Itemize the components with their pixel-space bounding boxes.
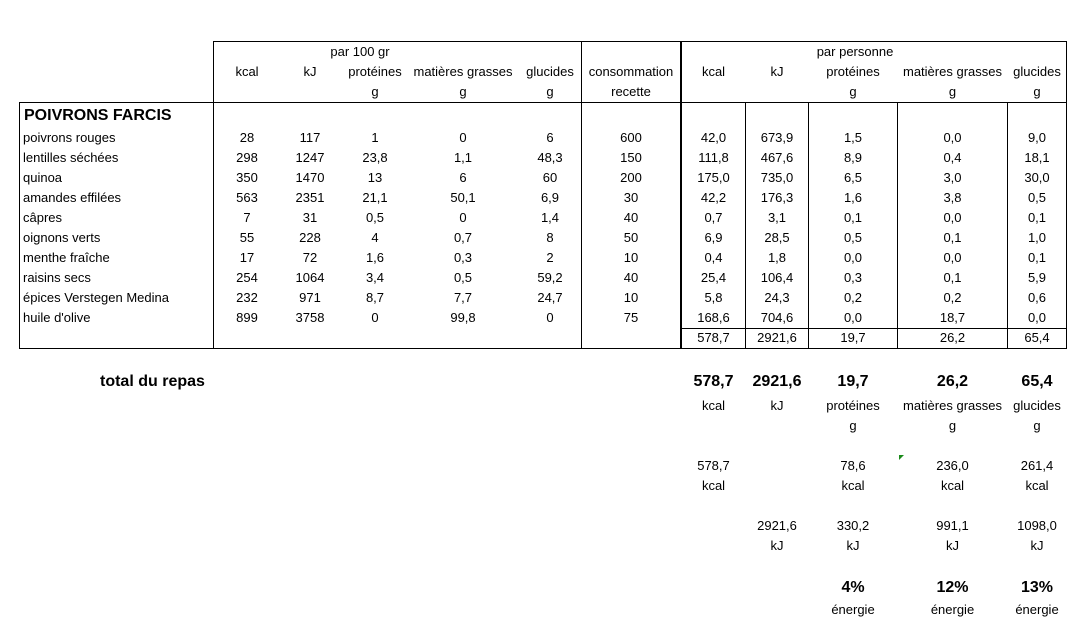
kj-row-unit: kJ <box>770 538 784 553</box>
cell-carbs-pp: 30,0 <box>1024 170 1050 185</box>
cell-proteins-pp: 8,9 <box>843 150 863 165</box>
cell-carbs-pp: 18,1 <box>1024 150 1050 165</box>
cell-fats-pp: 0,0 <box>943 130 962 145</box>
cell-consumption: 200 <box>620 170 642 185</box>
kj-row-value: 330,2 <box>836 518 870 533</box>
header-unit-g: g <box>546 84 554 99</box>
cell-consumption: 75 <box>623 310 639 325</box>
total-fats: 26,2 <box>939 330 966 345</box>
header-unit-g: g <box>459 84 467 99</box>
cell-kcal-pp: 0,7 <box>704 210 723 225</box>
ingredient-name: oignons verts <box>23 230 101 245</box>
header-kj-pp: kJ <box>770 64 784 79</box>
summary-fats: 26,2 <box>936 373 969 390</box>
cell-consumption: 40 <box>623 270 639 285</box>
cell-carbs-pp: 0,6 <box>1027 290 1047 305</box>
summary-label-kcal: kcal <box>701 398 726 413</box>
cell-consumption: 50 <box>623 230 639 245</box>
cell-proteins-100g: 21,1 <box>362 190 388 205</box>
kcal-row-unit: kcal <box>1025 478 1049 493</box>
cell-fats-100g: 0,3 <box>453 250 473 265</box>
kcal-row-value: 78,6 <box>840 458 866 473</box>
cell-fats-100g: 0 <box>459 130 467 145</box>
cell-fats-100g: 7,7 <box>453 290 473 305</box>
table-bottom-border <box>19 348 1066 349</box>
cell-carbs-100g: 1,4 <box>540 210 560 225</box>
cell-kj-100g: 72 <box>302 250 318 265</box>
cell-kcal-pp: 42,2 <box>700 190 727 205</box>
cell-kcal-pp: 111,8 <box>698 150 729 165</box>
cell-fats-100g: 0,5 <box>453 270 473 285</box>
cell-consumption: 10 <box>623 250 639 265</box>
cell-kcal-100g: 7 <box>243 210 251 225</box>
header-kcal-pp: kcal <box>701 64 726 79</box>
header-bottom-border <box>19 102 1066 103</box>
cell-kj-100g: 1064 <box>295 270 325 285</box>
summary-kj: 2921,6 <box>752 373 802 390</box>
header-recipe: recette <box>611 84 651 99</box>
cell-fats-100g: 50,1 <box>450 190 476 205</box>
header-proteins-pp: protéines <box>826 64 880 79</box>
cell-fats-pp: 0,0 <box>943 250 962 265</box>
cell-carbs-pp: 5,9 <box>1027 270 1047 285</box>
cell-kcal-100g: 232 <box>236 290 258 305</box>
kcal-row-value: 236,0 <box>936 458 969 473</box>
cell-kcal-100g: 28 <box>239 130 255 145</box>
header-kj: kJ <box>303 64 317 79</box>
cell-carbs-100g: 2 <box>546 250 554 265</box>
kj-row-value: 1098,0 <box>1017 518 1057 533</box>
cell-consumption: 600 <box>620 130 642 145</box>
cell-carbs-pp: 0,1 <box>1027 250 1047 265</box>
cell-proteins-pp: 0,0 <box>843 250 863 265</box>
header-carbs: glucides <box>526 64 574 79</box>
table-left-border <box>19 102 20 349</box>
cell-proteins-pp: 1,5 <box>843 130 863 145</box>
summary-kcal: 578,7 <box>693 373 734 390</box>
cell-proteins-100g: 0,5 <box>365 210 385 225</box>
total-kj: 2921,6 <box>757 330 797 345</box>
cell-kcal-100g: 17 <box>239 250 255 265</box>
cell-proteins-pp: 0,2 <box>843 290 863 305</box>
header-per100: par 100 gr <box>330 44 390 59</box>
kcal-row-value: 578,7 <box>697 458 730 473</box>
cell-proteins-100g: 13 <box>367 170 383 185</box>
cell-fats-100g: 6 <box>459 170 467 185</box>
energy-pct-fats: 12% <box>936 579 969 596</box>
cell-proteins-pp: 0,1 <box>843 210 863 225</box>
cell-fats-pp: 18,7 <box>939 310 966 325</box>
cell-kj-pp: 3,1 <box>767 210 787 225</box>
cell-kj-pp: 28,5 <box>764 230 790 245</box>
cell-kj-pp: 176,3 <box>760 190 794 205</box>
cell-carbs-pp: 1,0 <box>1027 230 1047 245</box>
cell-carbs-100g: 8 <box>546 230 554 245</box>
summary-unit-g: g <box>849 418 857 433</box>
kcal-row-unit: kcal <box>940 478 965 493</box>
energy-label: énergie <box>1015 602 1059 617</box>
ingredient-name: raisins secs <box>23 270 91 285</box>
cell-carbs-100g: 59,2 <box>537 270 563 285</box>
summary-unit-g: g <box>1033 418 1041 433</box>
cell-kj-pp: 704,6 <box>760 310 794 325</box>
cell-kcal-100g: 563 <box>236 190 258 205</box>
cell-proteins-pp: 0,5 <box>843 230 863 245</box>
header-fats-pp: matières grasses <box>903 64 1002 79</box>
energy-label: énergie <box>930 602 975 617</box>
cell-proteins-100g: 1 <box>371 130 379 145</box>
kj-row-unit: kJ <box>946 538 959 553</box>
header-unit-g: g <box>371 84 379 99</box>
ingredient-name: lentilles séchées <box>23 150 119 165</box>
total-carbs: 65,4 <box>1024 330 1050 345</box>
cell-carbs-pp: 0,5 <box>1027 190 1047 205</box>
summary-label-kj: kJ <box>770 398 784 413</box>
summary-proteins: 19,7 <box>837 373 869 390</box>
ingredient-name: quinoa <box>23 170 63 185</box>
cell-kcal-pp: 168,6 <box>697 310 730 325</box>
total-proteins: 19,7 <box>840 330 866 345</box>
cell-fats-pp: 0,1 <box>943 230 962 245</box>
ingredient-name: amandes effilées <box>23 190 122 205</box>
ingredient-name: poivrons rouges <box>23 130 116 145</box>
cell-kj-pp: 1,8 <box>767 250 787 265</box>
cell-kcal-100g: 350 <box>236 170 258 185</box>
cell-fats-pp: 3,0 <box>943 170 962 185</box>
kj-row-unit: kJ <box>846 538 860 553</box>
cell-kj-100g: 2351 <box>295 190 325 205</box>
header-fats: matières grasses <box>413 64 513 79</box>
cell-kcal-100g: 298 <box>236 150 258 165</box>
cell-kcal-100g: 254 <box>236 270 258 285</box>
cell-carbs-pp: 9,0 <box>1027 130 1047 145</box>
cell-kcal-100g: 55 <box>239 230 255 245</box>
energy-pct-carbs: 13% <box>1020 579 1054 596</box>
cell-carbs-100g: 48,3 <box>537 150 563 165</box>
cell-carbs-100g: 6,9 <box>540 190 560 205</box>
cell-kcal-pp: 175,0 <box>697 170 730 185</box>
cell-consumption: 30 <box>623 190 639 205</box>
kj-row-unit: kJ <box>1030 538 1044 553</box>
cell-proteins-pp: 0,0 <box>843 310 863 325</box>
ingredient-name: huile d'olive <box>23 310 91 325</box>
summary-label-fats: matières grasses <box>903 398 1002 413</box>
header-unit-g: g <box>1033 84 1041 99</box>
cell-carbs-pp: 0,1 <box>1027 210 1047 225</box>
cell-proteins-100g: 4 <box>371 230 379 245</box>
ingredient-name: câpres <box>23 210 63 225</box>
recipe-title: POIVRONS FARCIS <box>24 107 172 124</box>
cell-kcal-pp: 25,4 <box>700 270 727 285</box>
cell-proteins-100g: 23,8 <box>362 150 388 165</box>
ingredient-name: épices Verstegen Medina <box>23 290 169 305</box>
header-perperson: par personne <box>816 44 894 59</box>
kcal-row-unit: kcal <box>701 478 726 493</box>
summary-label-proteins: protéines <box>826 398 880 413</box>
ingredient-name: menthe fraîche <box>23 250 110 265</box>
cell-kj-100g: 1470 <box>295 170 325 185</box>
energy-pct-proteins: 4% <box>841 579 865 596</box>
cell-kj-100g: 117 <box>299 130 321 145</box>
cell-kj-100g: 31 <box>302 210 318 225</box>
summary-label: total du repas <box>100 373 205 390</box>
cell-fats-pp: 0,1 <box>943 270 962 285</box>
cell-kj-pp: 735,0 <box>760 170 794 185</box>
cell-carbs-100g: 60 <box>542 170 558 185</box>
cell-fats-pp: 0,2 <box>943 290 962 305</box>
cell-kj-100g: 1247 <box>295 150 325 165</box>
cell-carbs-100g: 24,7 <box>537 290 563 305</box>
kcal-row-unit: kcal <box>841 478 865 493</box>
header-proteins: protéines <box>348 64 402 79</box>
cell-kj-pp: 467,6 <box>760 150 794 165</box>
cell-proteins-100g: 3,4 <box>365 270 385 285</box>
cell-kcal-pp: 6,9 <box>704 230 723 245</box>
header-consumption: consommation <box>588 64 674 79</box>
cell-fats-100g: 1,1 <box>453 150 473 165</box>
cell-fats-pp: 0,0 <box>943 210 962 225</box>
summary-carbs: 65,4 <box>1021 373 1053 390</box>
header-kcal: kcal <box>235 64 259 79</box>
cell-consumption: 40 <box>623 210 639 225</box>
table-right-border <box>1066 41 1067 349</box>
kj-row-value: 2921,6 <box>757 518 797 533</box>
cell-kj-100g: 228 <box>299 230 321 245</box>
cell-fats-pp: 3,8 <box>943 190 962 205</box>
cell-fats-pp: 0,4 <box>943 150 962 165</box>
header-unit-g: g <box>948 84 957 99</box>
cell-proteins-100g: 0 <box>371 310 379 325</box>
cell-kj-pp: 106,4 <box>760 270 794 285</box>
cell-kj-100g: 3758 <box>295 310 325 325</box>
cell-fats-100g: 0,7 <box>453 230 473 245</box>
cell-carbs-100g: 6 <box>546 130 554 145</box>
cell-proteins-pp: 0,3 <box>843 270 863 285</box>
cell-kcal-pp: 5,8 <box>704 290 723 305</box>
cell-kcal-pp: 0,4 <box>704 250 723 265</box>
cell-kj-pp: 673,9 <box>760 130 794 145</box>
col-divider-ingredient <box>213 41 214 349</box>
cell-carbs-100g: 0 <box>546 310 554 325</box>
summary-unit-g: g <box>948 418 957 433</box>
cell-fats-100g: 0 <box>459 210 467 225</box>
cell-kj-100g: 971 <box>299 290 321 305</box>
cell-proteins-100g: 1,6 <box>365 250 385 265</box>
cell-consumption: 150 <box>620 150 642 165</box>
header-unit-g: g <box>849 84 857 99</box>
cell-kcal-pp: 42,0 <box>700 130 727 145</box>
cell-kcal-100g: 899 <box>236 310 258 325</box>
kcal-row-value: 261,4 <box>1020 458 1054 473</box>
cell-proteins-100g: 8,7 <box>365 290 385 305</box>
kj-row-value: 991,1 <box>936 518 969 533</box>
cell-proteins-pp: 6,5 <box>843 170 863 185</box>
summary-label-carbs: glucides <box>1013 398 1061 413</box>
energy-label: énergie <box>831 602 875 617</box>
header-carbs-pp: glucides <box>1013 64 1061 79</box>
cell-carbs-pp: 0,0 <box>1027 310 1047 325</box>
cell-proteins-pp: 1,6 <box>843 190 863 205</box>
cell-kj-pp: 24,3 <box>764 290 790 305</box>
total-kcal: 578,7 <box>697 330 730 345</box>
cell-fats-100g: 99,8 <box>450 310 476 325</box>
cell-consumption: 10 <box>623 290 639 305</box>
